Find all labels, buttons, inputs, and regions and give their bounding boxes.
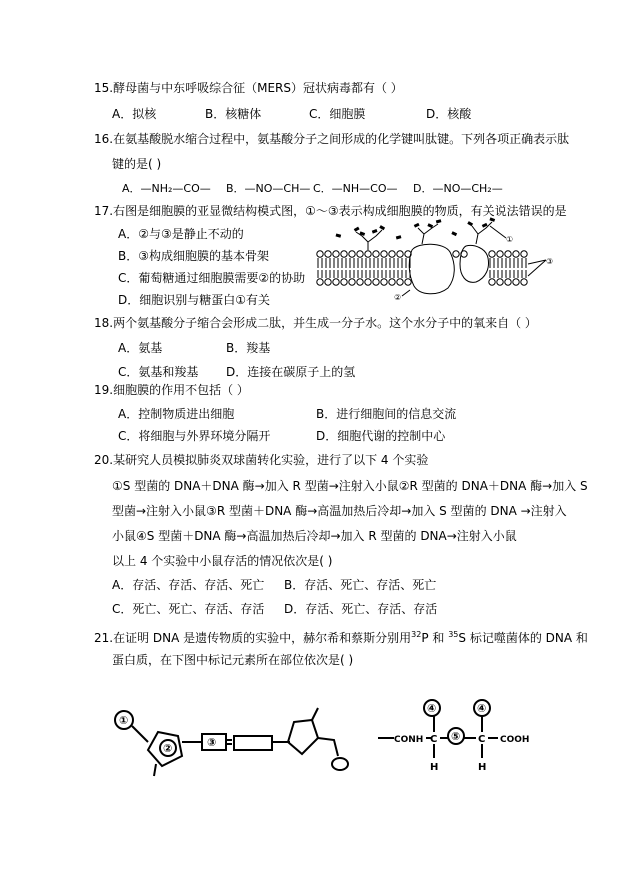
chem-c-1: C bbox=[430, 734, 438, 745]
q18-option-d: D．连接在碳原子上的氢 bbox=[226, 365, 356, 379]
q17-option-b: B．③构成细胞膜的基本骨架 bbox=[118, 249, 269, 263]
chem-c-2: C bbox=[478, 734, 486, 745]
q19-option-b: B．进行细胞间的信息交流 bbox=[316, 407, 457, 421]
deoxyribose-ring bbox=[288, 720, 318, 754]
phospholipid-lower-row bbox=[317, 270, 527, 285]
q21-stem-line2: 蛋白质，在下图中标记元素所在部位依次是( ) bbox=[112, 653, 354, 667]
peptide-label-5: ⑤ bbox=[451, 730, 461, 743]
chem-h-1: H bbox=[430, 762, 439, 773]
q20-line4: 以上 4 个实验中小鼠存活的情况依次是( ) bbox=[112, 554, 333, 568]
q16-option-d: D．—NO—CH₂— bbox=[413, 182, 503, 195]
peptide-label-4b: ④ bbox=[477, 702, 487, 715]
q16-stem-line1: 16.在氨基酸脱水缩合过程中，氨基酸分子之间形成的化学键叫肽键。下列各项正确表示肽 bbox=[94, 132, 570, 146]
chem-h-2: H bbox=[478, 762, 487, 773]
q18-option-a: A．氨基 bbox=[118, 341, 163, 355]
q15-option-a: A．拟核 bbox=[112, 107, 157, 121]
q19-option-a: A．控制物质进出细胞 bbox=[118, 407, 235, 421]
q20-stem: 20.某研究人员模拟肺炎双球菌转化实验，进行了以下 4 个实验 bbox=[94, 453, 429, 467]
q17-stem: 17.右图是细胞膜的亚显微结构模式图，①～③表示构成细胞膜的物质，有关说法错误的是 bbox=[94, 204, 567, 218]
q18-option-c: C．氨基和羧基 bbox=[118, 365, 199, 379]
q15-option-d: D．核酸 bbox=[426, 107, 472, 121]
q15-option-c: C．细胞膜 bbox=[309, 107, 366, 121]
membrane-label-2: ② bbox=[394, 293, 402, 300]
nucleotide-label-3: ③ bbox=[207, 736, 217, 749]
q15-option-b: B．核糖体 bbox=[205, 107, 262, 121]
q16-option-b: B．—NO—CH— bbox=[226, 182, 311, 195]
q15-stem: 15.酵母菌与中东呼吸综合征（MERS）冠状病毒都有（ ） bbox=[94, 81, 403, 95]
q20-line1: ①S 型菌的 DNA＋DNA 酶→加入 R 型菌→注射入小鼠②R 型菌的 DNA＋DNA 酶→加入 S bbox=[112, 479, 588, 493]
q18-stem: 18.两个氨基酸分子缩合会形成二肽，并生成一分子水。这个水分子中的氧来自（ ） bbox=[94, 316, 537, 330]
phospholipid-upper-row bbox=[317, 251, 527, 268]
q20-option-d: D．存活、死亡、存活、存活 bbox=[284, 602, 438, 616]
nucleotide-label-1: ① bbox=[119, 714, 129, 727]
q20-option-b: B．存活、死亡、存活、死亡 bbox=[284, 578, 437, 592]
q17-option-a: A．②与③是静止不动的 bbox=[118, 227, 244, 241]
q17-option-d: D．细胞识别与糖蛋白①有关 bbox=[118, 293, 270, 307]
q20-option-a: A．存活、存活、存活、死亡 bbox=[112, 578, 265, 592]
q16-option-a: A．—NH₂—CO— bbox=[122, 182, 211, 195]
q20-line3: 小鼠④S 型菌＋DNA 酶→高温加热后冷却→加入 R 型菌的 DNA→注射入小鼠 bbox=[112, 529, 517, 543]
membrane-protein-large bbox=[409, 244, 454, 294]
membrane-label-3: ③ bbox=[546, 257, 554, 266]
q19-option-c: C．将细胞与外界环境分隔开 bbox=[118, 429, 271, 443]
q21-stem-line1: 21.在证明 DNA 是遗传物质的实验中，赫尔希和蔡斯分别用$^{32}$P 和 $^{35}$S 标记噬菌体的 DNA 和 bbox=[94, 630, 588, 645]
membrane-label-1: ① bbox=[506, 235, 514, 244]
q20-option-c: C．死亡、死亡、存活、存活 bbox=[112, 602, 265, 616]
q19-stem: 19.细胞膜的作用不包括（ ） bbox=[94, 383, 249, 397]
q20-line2: 型菌→注射入小鼠③R 型菌＋DNA 酶→高温加热后冷却→加入 S 型菌的 DNA →注射入 bbox=[112, 504, 567, 518]
q17-option-c: C．葡萄糖通过细胞膜需要②的协助 bbox=[118, 271, 306, 285]
peptide-label-4a: ④ bbox=[427, 702, 437, 715]
nucleotide-label-2: ② bbox=[163, 742, 173, 755]
q18-option-b: B．羧基 bbox=[226, 341, 271, 355]
q16-stem-line2: 键的是( ) bbox=[112, 157, 162, 171]
peptide-structure-diagram bbox=[372, 698, 552, 778]
chem-conh: CONH bbox=[394, 735, 424, 745]
nucleotide-structure-diagram bbox=[112, 702, 352, 782]
chem-cooh: COOH bbox=[500, 735, 530, 745]
q16-option-c: C．—NH—CO— bbox=[313, 182, 398, 195]
cell-membrane-diagram bbox=[310, 216, 560, 300]
q19-option-d: D．细胞代谢的控制中心 bbox=[316, 429, 446, 443]
